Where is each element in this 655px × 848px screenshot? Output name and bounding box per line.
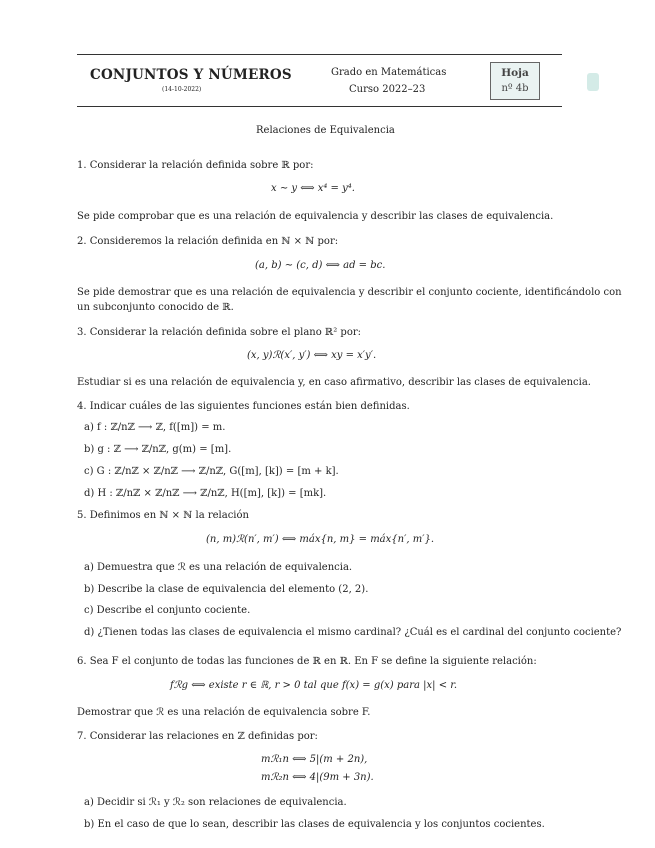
sheet-title: Relaciones de Equivalencia [256, 125, 395, 136]
course-date: (14-10-2022) [162, 86, 202, 93]
problem-6-formula: fℛg ⟺ existe r ∈ ℝ, r > 0 tal que f(x) = g(x) para |x| < r. [170, 680, 458, 691]
header-top-rule [77, 54, 562, 55]
problem-3-formula: (x, y)ℛ(x′, y′) ⟺ xy = x′y′. [247, 350, 377, 361]
problem-5-item: d) ¿Tienen todas las clases de equivalencia el mismo cardinal? ¿Cuál es el cardinal del conjunto cociente? [84, 627, 622, 638]
problem-5-item: a) Demuestra que ℛ es una relación de equivalencia. [84, 562, 353, 573]
header-bottom-rule [77, 106, 562, 107]
problem-4-item: d) H : ℤ/nℤ × ℤ/nℤ ⟶ ℤ/nℤ, H([m], [k]) = [mk]. [84, 488, 327, 499]
sheet-number: nº 4b [501, 83, 529, 94]
problem-2-task-line1: Se pide demostrar que es una relación de equivalencia y describir el conjunto cociente, identificándolo con [77, 287, 622, 298]
problem-7-item: a) Decidir si ℛ₁ y ℛ₂ son relaciones de equivalencia. [84, 797, 347, 808]
problem-4-item: a) f : ℤ/nℤ ⟶ ℤ, f([m]) = m. [84, 422, 226, 433]
academic-year: Curso 2022–23 [349, 84, 426, 95]
problem-3-statement: 3. Considerar la relación definida sobre el plano ℝ² por: [77, 327, 361, 338]
problem-5-item: c) Describe el conjunto cociente. [84, 605, 251, 616]
problem-1-statement: 1. Considerar la relación definida sobre ℝ por: [77, 160, 314, 171]
problem-2-formula: (a, b) ∼ (c, d) ⟺ ad = bc. [255, 260, 386, 271]
problem-5-item: b) Describe la clase de equivalencia del elemento (2, 2). [84, 584, 369, 595]
problem-7-formula-1: mℛ₁n ⟺ 5|(m + 2n), [261, 754, 368, 765]
problem-5-formula: (n, m)ℛ(n′, m′) ⟺ máx{n, m} = máx{n′, m′}. [206, 534, 435, 545]
page-tab-marker [587, 73, 599, 91]
problem-1-formula: x ∼ y ⟺ x⁴ = y⁴. [271, 183, 355, 194]
problem-2-statement: 2. Consideremos la relación definida en ℕ × ℕ por: [77, 236, 339, 247]
problem-4-item: c) G : ℤ/nℤ × ℤ/nℤ ⟶ ℤ/nℤ, G([m], [k]) = [m + k]. [84, 466, 339, 477]
degree-name: Grado en Matemáticas [331, 67, 447, 78]
problem-7-statement: 7. Considerar las relaciones en ℤ definidas por: [77, 731, 318, 742]
problem-2-task-line2: un subconjunto conocido de ℝ. [77, 302, 234, 313]
problem-7-formula-2: mℛ₂n ⟺ 4|(9m + 3n). [261, 772, 374, 783]
sheet-number-box [490, 62, 540, 100]
problem-4-statement: 4. Indicar cuáles de las siguientes funciones están bien definidas. [77, 401, 410, 412]
course-title: CONJUNTOS Y NÚMEROS [90, 67, 292, 83]
problem-1-task: Se pide comprobar que es una relación de equivalencia y describir las clases de equivalencia. [77, 211, 554, 222]
problem-5-statement: 5. Definimos en ℕ × ℕ la relación [77, 510, 249, 521]
problem-6-task: Demostrar que ℛ es una relación de equivalencia sobre F. [77, 707, 371, 718]
problem-4-item: b) g : ℤ ⟶ ℤ/nℤ, g(m) = [m]. [84, 444, 232, 455]
sheet-label: Hoja [501, 67, 529, 79]
problem-6-statement: 6. Sea F el conjunto de todas las funciones de ℝ en ℝ. En F se define la siguiente relación: [77, 656, 537, 667]
problem-7-item: b) En el caso de que lo sean, describir las clases de equivalencia y los conjuntos cocientes. [84, 819, 545, 830]
problem-3-task: Estudiar si es una relación de equivalencia y, en caso afirmativo, describir las clases de equivalencia. [77, 377, 591, 388]
